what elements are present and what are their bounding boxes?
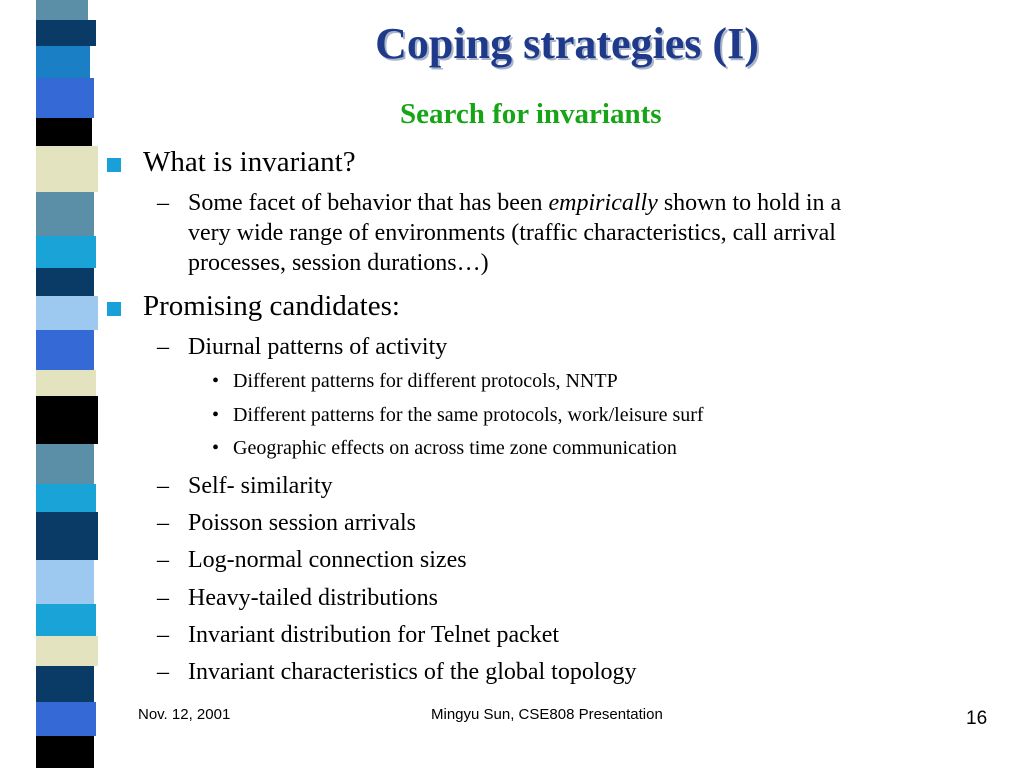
square-bullet-icon	[107, 302, 121, 316]
sub-sub-bullet-same-protocols: Different patterns for the same protocols, work/leisure surf	[233, 404, 704, 426]
slide-subtitle: Search for invariants	[400, 98, 662, 130]
dash-bullet-icon: –	[157, 510, 169, 536]
square-bullet-icon	[107, 158, 121, 172]
dash-bullet-icon: –	[157, 473, 169, 499]
decorative-stripe	[0, 0, 118, 768]
dash-bullet-icon: –	[157, 622, 169, 648]
dash-bullet-icon: –	[157, 659, 169, 685]
sub-bullet-topology: Invariant characteristics of the global topology	[188, 659, 637, 685]
sub-bullet-telnet: Invariant distribution for Telnet packet	[188, 622, 560, 648]
sub-bullet-self-similarity: Self- similarity	[188, 473, 333, 499]
sub-bullet-facet-line3: processes, session durations…)	[188, 250, 489, 276]
facet-text-emphasis: empirically	[548, 190, 658, 216]
slide-title-text: Coping strategies (I)	[375, 19, 759, 68]
sub-bullet-log-normal: Log-normal connection sizes	[188, 547, 467, 573]
dash-bullet-icon: –	[157, 190, 169, 216]
sub-bullet-facet	[188, 190, 841, 217]
sub-bullet-heavy-tailed: Heavy-tailed distributions	[188, 585, 438, 611]
dot-bullet-icon: •	[212, 437, 220, 459]
bullet-promising-candidates: Promising candidates:	[143, 290, 400, 322]
dash-bullet-icon: –	[157, 585, 169, 611]
sub-bullet-facet-line2: very wide range of environments (traffic characteristics, call arrival	[188, 220, 836, 246]
slide-title	[0, 18, 1024, 69]
dash-bullet-icon: –	[157, 547, 169, 573]
footer-date: Nov. 12, 2001	[138, 706, 231, 723]
dot-bullet-icon: •	[212, 404, 220, 426]
facet-text-pre: Some facet of behavior that has been	[188, 190, 549, 216]
sub-sub-bullet-protocols: Different patterns for different protocols, NNTP	[233, 370, 618, 392]
footer-page-number: 16	[966, 708, 988, 729]
dot-bullet-icon: •	[212, 370, 220, 392]
dash-bullet-icon: –	[157, 334, 169, 360]
bullet-what-is-invariant: What is invariant?	[143, 146, 356, 178]
sub-sub-bullet-geographic: Geographic effects on across time zone communication	[233, 437, 677, 459]
facet-text-post: shown to hold in a	[657, 190, 842, 216]
sub-bullet-poisson: Poisson session arrivals	[188, 510, 416, 536]
footer-presenter: Mingyu Sun, CSE808 Presentation	[431, 706, 663, 723]
sub-bullet-diurnal: Diurnal patterns of activity	[188, 334, 448, 360]
